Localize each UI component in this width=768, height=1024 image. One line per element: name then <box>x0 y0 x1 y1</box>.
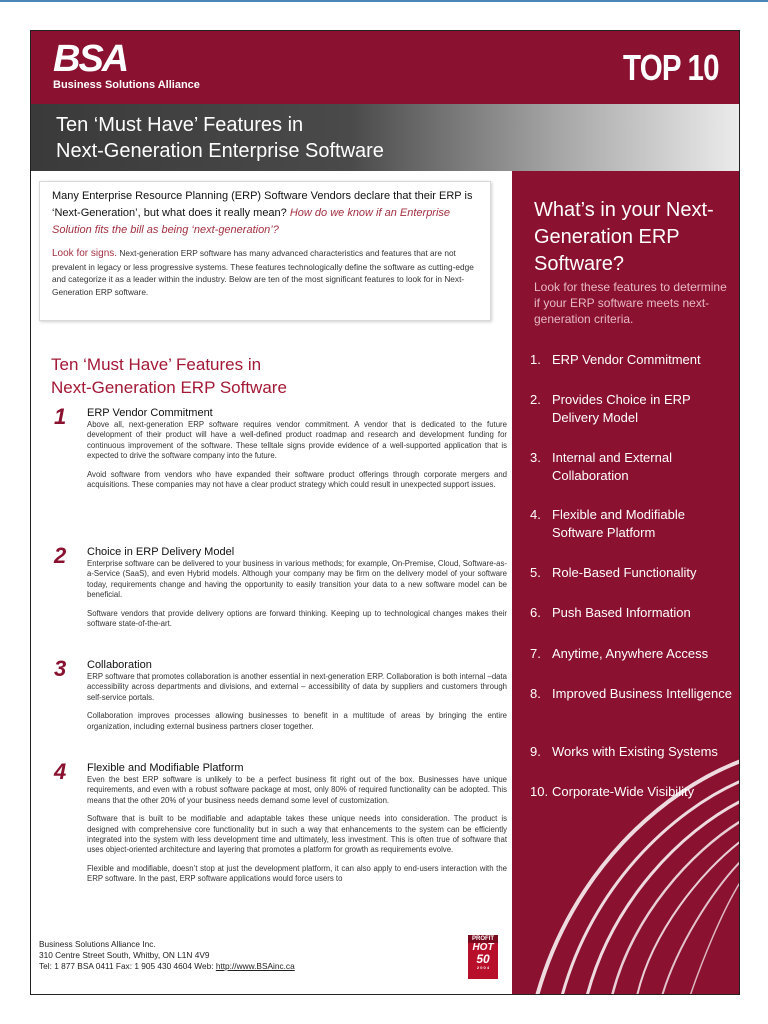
feature-number: 3 <box>54 656 67 681</box>
feature-body <box>87 775 507 893</box>
features-heading <box>51 353 491 399</box>
footer-phone-fax: Tel: 1 877 BSA 0411 Fax: 1 905 430 4604 Web: <box>39 961 216 971</box>
feature-paragraph: ERP software that promotes collaboration is another essential in next-generation ERP. Collaboration is both internal –data accessibility across departments and divisions, and external – accessibility of data by suppliers and customers through self-service portals. <box>87 672 507 702</box>
feature-number: 2 <box>54 543 67 568</box>
top-rule <box>0 0 768 2</box>
sidebar-item-label: Anytime, Anywhere Access <box>552 646 709 661</box>
footer-contact-line <box>39 961 295 972</box>
sidebar-item-label: Internal and External Collaboration <box>552 450 672 483</box>
title-line-2: Next-Generation Enterprise Software <box>56 140 384 162</box>
sidebar-item-label: Flexible and Modifiable Software Platform <box>552 507 685 540</box>
signs-text: Next-generation ERP software has many advanced characteristics and features that are not prevalent in legacy or less progressive systems. These features technologically define the software as cutting-edge and categorize it as a leader within the industry. Below are ten of the most significant features to look for in Next-Generation ERP software. <box>52 248 474 297</box>
header-band <box>31 31 740 104</box>
feature-paragraph: Even the best ERP software is unlikely to be a perfect business fit right out of the box. Businesses have unique requirements, and even with a robust software package at most, only 80% of required functionality can be adopted. This means that the other 20% of your business needs demand some level of customization. <box>87 775 507 805</box>
feature-paragraph: Avoid software from vendors who have expanded their software product offerings through corporate mergers and acquisitions. These companies may not have a clear product strategy which could result in unexpected support issues. <box>87 469 507 490</box>
feature-paragraph: Flexible and modifiable, doesn’t stop at just the development platform, it can also apply to end-users interaction with the ERP software. In the past, ERP software applications would force users to <box>87 863 507 884</box>
sidebar-item-number: 1. <box>530 352 541 367</box>
intro-box <box>39 181 491 321</box>
feature-title: Choice in ERP Delivery Model <box>87 546 235 558</box>
intro-text: Many Enterprise Resource Planning (ERP) Software Vendors declare that their ERP is ‘Next-Generation’, but what does it really mean? <box>52 190 473 219</box>
feature-paragraph: Software that is built to be modifiable and adaptable takes these unique needs into consideration. The product is designed with comprehensive core functionality but in such a way that enhancements to the system can be efficiently integrated into the system with less development time and ultimately, less investment. This is often true of software that uses object-oriented architecture and layering that promotes a platform for growth as requirements evolve. <box>87 814 507 855</box>
title-line-1: Ten ‘Must Have’ Features in <box>56 114 304 136</box>
feature-paragraph: Software vendors that provide delivery options are forward thinking. Keeping up to technological changes makes their software state-of-the-art. <box>87 608 507 629</box>
footer-contact <box>39 939 295 972</box>
profit-hot50-award-logo <box>468 935 498 979</box>
logo-mark: BSA <box>53 38 128 80</box>
document-title <box>56 112 384 164</box>
sidebar-item-number: 10. <box>530 784 549 799</box>
sidebar-item-label: Provides Choice in ERP Delivery Model <box>552 392 691 425</box>
website-link[interactable]: http://www.BSAinc.ca <box>215 961 295 971</box>
sidebar-item-label: Push Based Information <box>552 605 691 620</box>
feature-paragraph: Enterprise software can be delivered to your business in various methods; for example, On-Premise, Cloud, Software-as-a-Service (SaaS), and even Hybrid models. Although your company may be firm on the delivery model of your software today, requirements change and having the opportunity to easily transition your data to a new software model can be beneficial. <box>87 559 507 600</box>
sidebar-item-number: 7. <box>530 646 541 661</box>
feature-number: 4 <box>54 759 67 784</box>
sidebar-panel <box>512 171 740 995</box>
sidebar-item-label: Corporate-Wide Visibility <box>552 784 695 799</box>
footer-address: 310 Centre Street South, Whitby, ON L1N 4V9 <box>39 950 210 960</box>
sidebar-item-number: 6. <box>530 605 541 620</box>
sidebar-item-label: Improved Business Intelligence <box>552 686 732 701</box>
sidebar-item-number: 9. <box>530 744 541 759</box>
feature-title: Flexible and Modifiable Platform <box>87 762 244 774</box>
award-line-4: 2 0 0 4 <box>476 965 490 970</box>
sidebar-heading: What’s in your Next-Generation ERP Software? <box>534 199 714 275</box>
sidebar-item-number: 4. <box>530 507 541 522</box>
signs-lead: Look for signs. <box>52 248 118 259</box>
feature-body <box>87 420 507 498</box>
feature-body <box>87 672 507 740</box>
footer-company: Business Solutions Alliance Inc. <box>39 939 156 949</box>
sidebar-item-label: ERP Vendor Commitment <box>552 352 701 367</box>
feature-title: Collaboration <box>87 659 152 671</box>
features-heading-line-2: Next-Generation ERP Software <box>51 378 287 397</box>
signs-paragraph <box>52 247 478 298</box>
decorative-swoosh <box>512 731 740 995</box>
feature-body <box>87 559 507 637</box>
title-band <box>31 104 740 171</box>
logo-subtitle: Business Solutions Alliance <box>53 79 200 91</box>
sidebar-subtext: Look for these features to determine if your ERP software meets next-generation criteria. <box>534 280 727 326</box>
top10-badge: TOP 10 <box>623 47 719 88</box>
award-line-1: PROFIT <box>468 935 498 943</box>
sidebar-item-number: 8. <box>530 686 541 701</box>
feature-title: ERP Vendor Commitment <box>87 407 213 419</box>
award-line-3: 50 <box>476 952 490 966</box>
sidebar-item-label: Role-Based Functionality <box>552 565 697 580</box>
bsa-logo <box>53 40 200 91</box>
feature-paragraph: Collaboration improves processes allowing businesses to benefit in a multitude of areas by bringing the entire organization, including external business partners closer together. <box>87 711 507 731</box>
sidebar-item-label: Works with Existing Systems <box>552 744 718 759</box>
sidebar-item-number: 2. <box>530 392 541 407</box>
intro-question: How do we know if an Enterprise Solution fits the bill as being ‘next-generation’? <box>52 207 451 236</box>
sidebar-item-number: 5. <box>530 565 541 580</box>
award-line-2: HOT <box>472 942 494 953</box>
feature-number: 1 <box>54 404 67 429</box>
intro-paragraph <box>52 188 478 239</box>
features-heading-line-1: Ten ‘Must Have’ Features in <box>51 355 262 374</box>
sidebar-item-number: 3. <box>530 450 541 465</box>
feature-paragraph: Above all, next-generation ERP software requires vendor commitment. A vendor that is dedicated to the future development of their product will have a well-defined product roadmap and research and development funding for continuous improvement of the software. These telltale signs provide evidence of a well-supported application that is expected to drive the software company into the future. <box>87 420 507 461</box>
document-page <box>30 30 740 995</box>
